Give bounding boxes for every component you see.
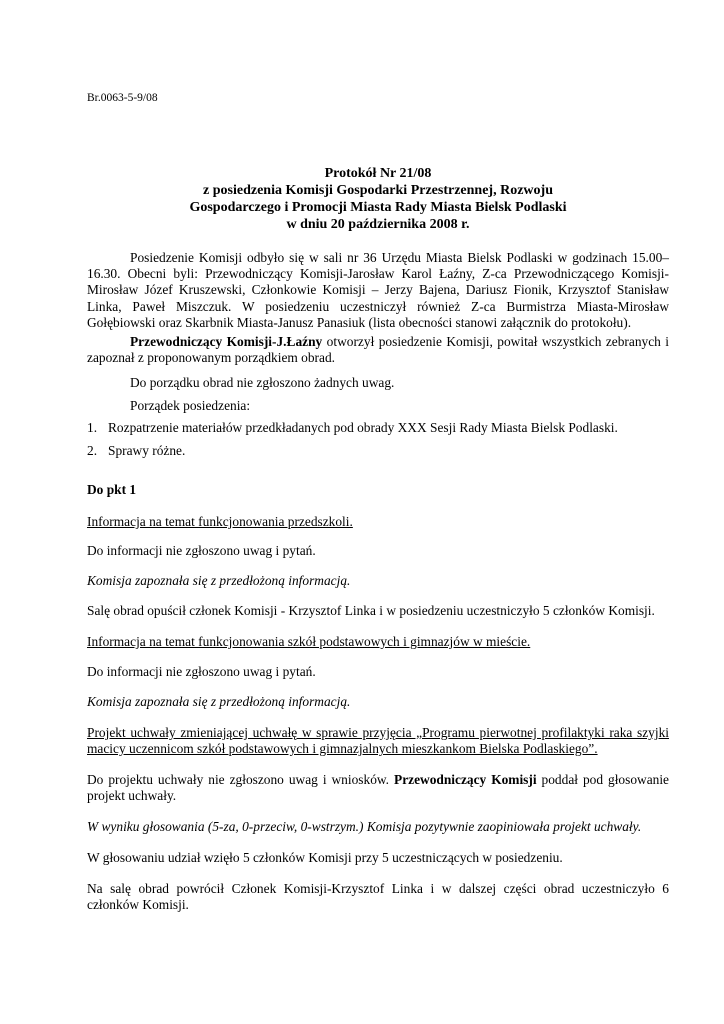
draft-title: Projekt uchwały zmieniającej uchwałę w sprawie przyjęcia „Programu pierwotnej profilaktyki raka szyjki macicy uczennicom szkół podstawowych i gimnazjalnych mieszkankom Bielska Podlaskiego”. [87,725,669,757]
agenda-list-2 [87,443,669,459]
draft-paragraph [87,772,669,804]
info1-result: Komisja zapoznała się z przedłożoną informacją. [87,573,351,588]
chairman-name: Przewodniczący Komisji-J.Łaźny [130,334,323,349]
agenda-item-text: Rozpatrzenie materiałów przedkładanych pod obrady XXX Sesji Rady Miasta Bielsk Podlaski. [108,420,618,435]
title-line-3: Gospodarczego i Promocji Miasta Rady Miasta Bielsk Podlaski [189,200,567,215]
title-line-4: w dniu 20 października 2008 r. [286,217,470,232]
info2-noremarks: Do informacji nie zgłoszono uwag i pytań. [87,664,316,679]
agenda-item [87,420,669,436]
draft-text-end: poddał pod głosowanie projekt uchwały. [87,772,670,804]
reference-number: Br.0063-5-9/08 [87,92,158,104]
attendance-paragraph: Posiedzenie Komisji odbyło się w sali nr 36 Urzędu Miasta Bielsk Podlaski w godzinach 15.00–16.30. Obecni byli: Przewodniczący Komisji-Jarosław Karol Łaźny, Z-ca Przewodniczącego Komisji-Mirosław Józef Kruszewski, Członkowie Komisji – Jerzy Bajena, Dariusz Fionik, Krzysztof Stanisław Linka, Paweł Miszczuk. W posiedzeniu uczestniczył również Z-ca Burmistrza Miasta-Mirosław Gołębiowski oraz Skarbnik Miasta-Janusz Panasiuk (lista obecności stanowi załącznik do protokołu). [87,250,669,330]
opening-text: otworzył posiedzenie Komisji, powitał wszystkich zebranych i zapoznał z proponowanym porządkiem obrad. [87,334,669,366]
draft-paragraph-block [87,772,669,804]
agenda-item-text: Sprawy różne. [108,443,186,458]
info1-title: Informacja na temat funkcjonowania przedszkoli. [87,514,353,529]
draft-chairman: Przewodniczący Komisji [394,772,537,787]
intro-paragraph-1 [87,250,669,331]
agenda-list [87,420,669,436]
vote-result: W wyniku głosowania (5-za, 0-przeciw, 0-wstrzym.) Komisja pozytywnie zaopiniowała projekt uchwały. [87,819,642,834]
section-heading: Do pkt 1 [87,482,137,497]
title-line-1: Protokół Nr 21/08 [324,166,432,181]
info2-result: Komisja zapoznała się z przedłożoną informacją. [87,694,351,709]
intro-paragraph-4 [87,398,669,414]
intro-paragraph-3 [87,375,669,391]
return-note-block [87,881,669,913]
leave-note: Salę obrad opuścił członek Komisji - Krzysztof Linka i w posiedzeniu uczestniczyło 5 członków Komisji. [87,603,655,618]
agenda-item-number: 2. [87,443,98,458]
intro-paragraph-2 [87,334,669,366]
agenda-heading: Porządek posiedzenia: [130,398,251,413]
document-title [87,165,669,233]
agenda-item [87,443,669,459]
info1-noremarks: Do informacji nie zgłoszono uwag i pytań. [87,543,316,558]
agenda-remarks: Do porządku obrad nie zgłoszono żadnych uwag. [130,375,395,390]
agenda-item-number: 1. [87,420,98,435]
return-note: Na salę obrad powrócił Członek Komisji-Krzysztof Linka i w dalszej części obrad uczestniczyło 6 członków Komisji. [87,881,669,913]
opening-paragraph [87,334,669,366]
title-line-2: z posiedzenia Komisji Gospodarki Przestrzennej, Rozwoju [203,183,553,198]
draft-title-block [87,725,669,757]
draft-text-start: Do projektu uchwały nie zgłoszono uwag i wniosków. [87,772,395,787]
vote-participation: W głosowaniu udział wzięło 5 członków Komisji przy 5 uczestniczących w posiedzeniu. [87,850,563,865]
info2-title: Informacja na temat funkcjonowania szkół podstawowych i gimnazjów w mieście. [87,634,531,649]
